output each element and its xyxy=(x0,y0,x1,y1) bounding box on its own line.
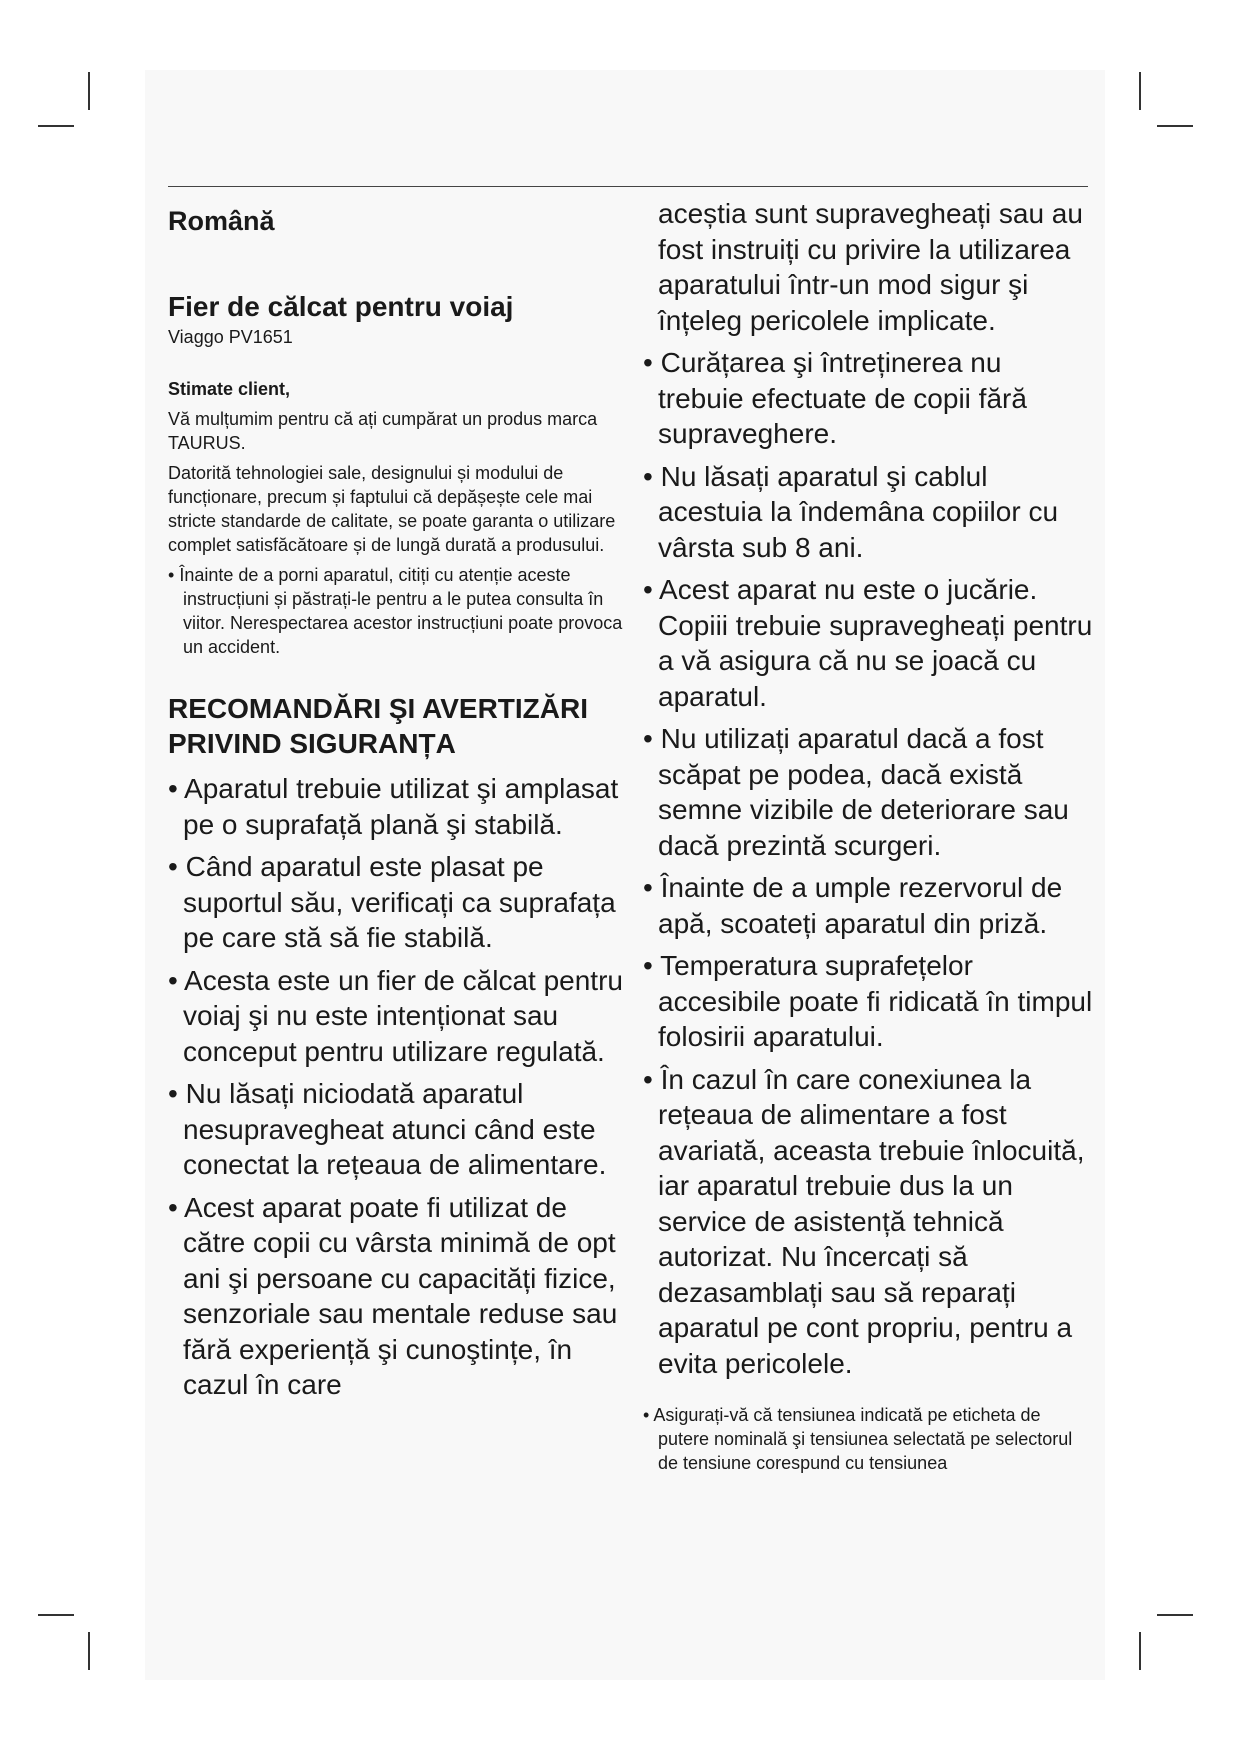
crop-mark-bottom-right-horizontal xyxy=(1157,1614,1193,1616)
list-item: • Acest aparat poate fi utilizat de către copii cu vârsta minimă de opt ani şi persoane cu capacități fizice, senzoriale sau mentale reduse sau fără experiență şi cunoştințe, în cazul în care xyxy=(168,1190,623,1403)
greeting: Stimate client, xyxy=(168,378,291,399)
crop-mark-top-right-horizontal xyxy=(1157,125,1193,127)
safety-list-left xyxy=(168,771,623,1403)
intro-paragraph: Datorită tehnologiei sale, designului și modului de funcționare, precum și faptului că depășește cele mai stricte standarde de calitate, se poate garanta o utilizare complet satisfăcătoare și de lungă durată a produsului. xyxy=(168,463,616,556)
list-item: • În cazul în care conexiunea la rețeaua de alimentare a fost avariată, aceasta trebuie înlocuită, iar aparatul trebuie dus la un service de asistență tehnică autorizat. Nu încercați să dezasamblați sau să reparați aparatul pe cont propriu, pentru a evita pericolele. xyxy=(643,1062,1093,1382)
list-item: • Nu utilizați aparatul dacă a fost scăpat pe podea, dacă există semne vizibile de deteriorare sau dacă prezintă scurgeri. xyxy=(643,721,1093,863)
crop-mark-top-left-horizontal xyxy=(38,125,74,127)
safety-item-continuation: aceștia sunt supravegheați sau au fost instruiți cu privire la utilizarea aparatului într-un mod sigur şi înțeleg pericolele implicate. xyxy=(658,198,1083,336)
language-heading: Română xyxy=(168,206,275,236)
list-item: • Curățarea şi întreținerea nu trebuie efectuate de copii fără supraveghere. xyxy=(643,345,1093,452)
list-item: • Nu lăsați aparatul şi cablul acestuia la îndemâna copiilor cu vârsta sub 8 ani. xyxy=(643,459,1093,566)
list-item: • Aparatul trebuie utilizat şi amplasat pe o suprafață plană şi stabilă. xyxy=(168,771,623,842)
crop-mark-top-left-vertical xyxy=(88,72,90,110)
right-column xyxy=(643,196,1093,1475)
list-item: • Acesta este un fier de călcat pentru voiaj şi nu este intenționat sau conceput pentru utilizare regulată. xyxy=(168,963,623,1070)
crop-mark-bottom-right-vertical xyxy=(1139,1632,1141,1670)
intro-bullet-list xyxy=(168,563,623,659)
model-name: Viaggo PV1651 xyxy=(168,327,293,348)
list-item: • Asigurați-vă că tensiunea indicată pe eticheta de putere nominală şi tensiunea selectată pe selectorul de tensiune corespund cu tensiunea xyxy=(643,1403,1093,1475)
list-item: • Acest aparat nu este o jucărie. Copiii trebuie supravegheați pentru a vă asigura că nu se joacă cu aparatul. xyxy=(643,572,1093,714)
crop-mark-top-right-vertical xyxy=(1139,72,1141,110)
list-item: • Înainte de a porni aparatul, citiți cu atenție aceste instrucțiuni și păstrați-le pentru a le putea consulta în viitor. Nerespectarea acestor instrucțiuni poate provoca un accident. xyxy=(168,563,623,659)
note-list xyxy=(643,1403,1093,1475)
product-title: Fier de călcat pentru voiaj xyxy=(168,291,514,323)
safety-list-right xyxy=(643,345,1093,1381)
left-column xyxy=(168,196,623,1410)
list-item: • Înainte de a umple rezervorul de apă, scoateți aparatul din priză. xyxy=(643,870,1093,941)
crop-mark-bottom-left-vertical xyxy=(88,1632,90,1670)
header-rule xyxy=(168,186,1088,187)
list-item: • Nu lăsați niciodată aparatul nesupravegheat atunci când este conectat la rețeaua de alimentare. xyxy=(168,1076,623,1183)
crop-mark-bottom-left-horizontal xyxy=(38,1614,74,1616)
intro-paragraph: Vă mulțumim pentru că ați cumpărat un produs marca TAURUS. xyxy=(168,409,598,454)
list-item: • Când aparatul este plasat pe suportul său, verificați ca suprafața pe care stă să fie stabilă. xyxy=(168,849,623,956)
safety-heading: RECOMANDĂRI ŞI AVERTIZĂRI PRIVIND SIGURANȚA xyxy=(168,693,588,760)
list-item: • Temperatura suprafețelor accesibile poate fi ridicată în timpul folosirii aparatului. xyxy=(643,948,1093,1055)
